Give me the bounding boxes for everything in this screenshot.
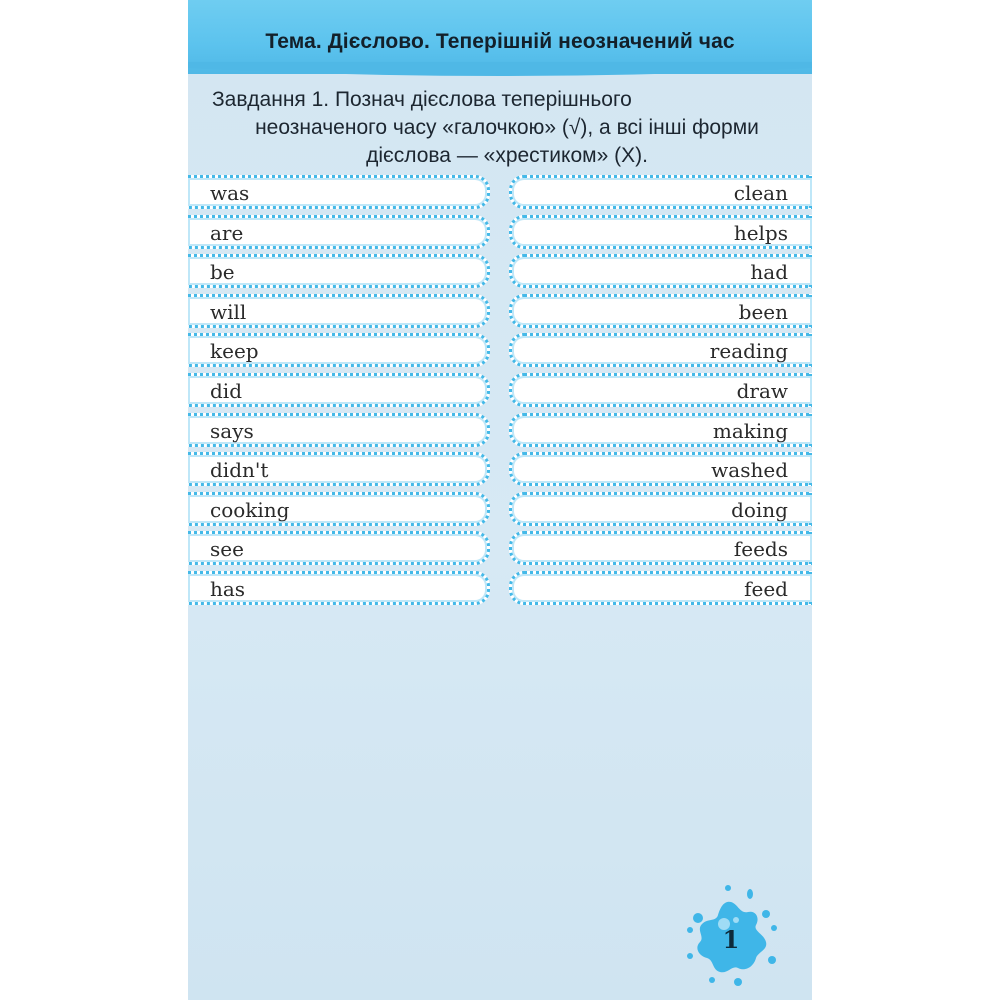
word-left: will <box>210 299 247 324</box>
word-right: washed <box>711 458 788 483</box>
word-row <box>188 175 812 209</box>
word-left: didn't <box>210 458 269 483</box>
task-line-2: неозначеного часу «галочкою» (√), а всі інші форми <box>255 116 759 139</box>
answer-cell-left[interactable] <box>188 452 490 486</box>
answer-cell-left[interactable] <box>188 294 490 328</box>
answer-cell-left[interactable] <box>188 373 490 407</box>
answer-cell-right[interactable] <box>509 175 812 209</box>
answer-cell-right[interactable] <box>509 373 812 407</box>
word-row <box>188 531 812 565</box>
answer-cell-right[interactable] <box>509 531 812 565</box>
task-instruction <box>212 86 802 170</box>
worksheet-page <box>188 0 812 1000</box>
word-left: be <box>210 260 235 285</box>
word-right: making <box>712 418 788 443</box>
word-right: doing <box>731 497 788 522</box>
word-row <box>188 333 812 367</box>
word-row <box>188 492 812 526</box>
task-line-3: дієслова — «хрестиком» (Х). <box>366 144 648 167</box>
task-line-1: Завдання 1. Познач дієслова теперішнього <box>212 88 632 111</box>
word-row <box>188 413 812 447</box>
answer-cell-left[interactable] <box>188 571 490 605</box>
word-row <box>188 452 812 486</box>
word-left: see <box>210 537 244 562</box>
banner-curve <box>188 62 812 84</box>
word-left: was <box>210 181 250 205</box>
word-left: did <box>210 379 243 403</box>
answer-cell-left[interactable] <box>188 333 490 367</box>
answer-cell-left[interactable] <box>188 492 490 526</box>
word-right: feed <box>744 577 788 601</box>
word-row <box>188 215 812 249</box>
answer-cell-right[interactable] <box>509 452 812 486</box>
word-row <box>188 254 812 288</box>
answer-cell-left[interactable] <box>188 254 490 288</box>
answer-cell-right[interactable] <box>509 294 812 328</box>
word-right: clean <box>733 181 788 205</box>
word-right: feeds <box>733 537 788 562</box>
answer-cell-right[interactable] <box>509 413 812 447</box>
answer-cell-left[interactable] <box>188 531 490 565</box>
answer-cell-right[interactable] <box>509 492 812 526</box>
answer-cell-left[interactable] <box>188 215 490 249</box>
answer-cell-right[interactable] <box>509 571 812 605</box>
word-right: been <box>738 299 788 324</box>
answer-cell-right[interactable] <box>509 254 812 288</box>
word-right: helps <box>733 220 788 245</box>
word-left: keep <box>210 339 259 364</box>
answer-cell-left[interactable] <box>188 413 490 447</box>
word-left: are <box>210 220 244 245</box>
word-left: has <box>210 577 246 601</box>
word-right: had <box>750 260 788 285</box>
answer-cell-left[interactable] <box>188 175 490 209</box>
word-left: cooking <box>210 497 290 522</box>
word-row <box>188 294 812 328</box>
page-number: 1 <box>722 925 740 954</box>
answer-cell-right[interactable] <box>509 215 812 249</box>
word-left: says <box>210 418 254 443</box>
answer-cell-right[interactable] <box>509 333 812 367</box>
page-title: Тема. Дієслово. Теперішній неозначений час <box>265 30 735 53</box>
word-row <box>188 373 812 407</box>
word-right: reading <box>709 339 788 364</box>
word-right: draw <box>736 379 788 403</box>
word-row <box>188 571 812 605</box>
